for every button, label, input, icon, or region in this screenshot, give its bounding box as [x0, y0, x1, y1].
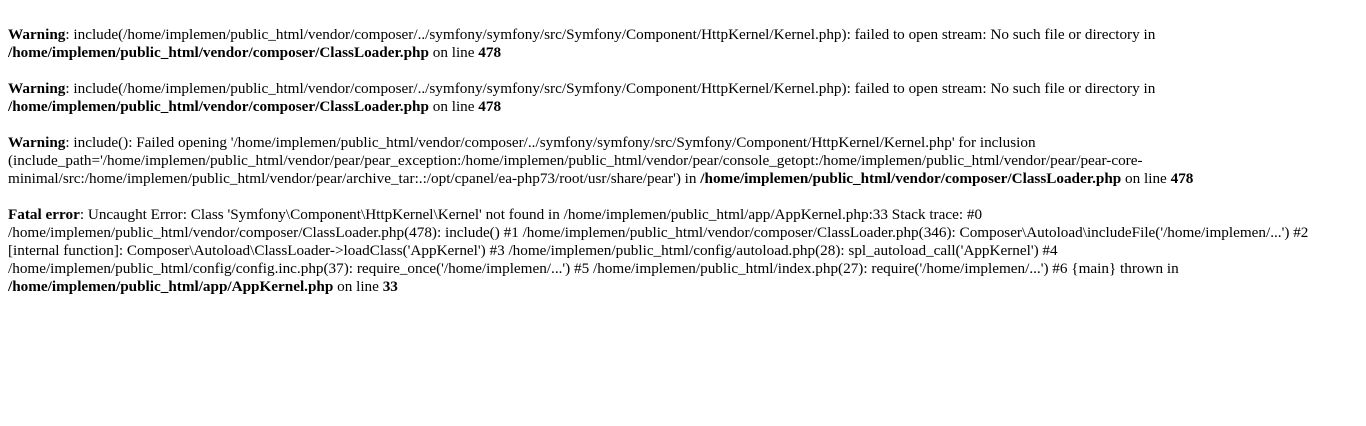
- warning-message-1: [8, 26, 1358, 62]
- message-file: /home/implemen/public_html/vendor/composer/ClassLoader.php: [8, 44, 429, 61]
- message-text: : Uncaught Error: Class 'Symfony\Component\HttpKernel\Kernel' not found in /home/implemen/public_html/app/AppKernel.php:33 Stack trace: #0 /home/implemen/public_html/vendor/composer/ClassLoader.php(478): include() #1 /home/implemen/public_html/vendor/composer/ClassLoader.php(346): Composer\Autoload\includeFile('/home/implemen/...') #2 [internal function]: Composer\Autoload\ClassLoader->loadClass('AppKernel') #3 /home/implemen/public_html/config/autoload.php(28): spl_autoload_call('AppKernel') #4 /home/implemen/public_html/config/config.inc.php(37): require_once('/home/implemen/...') #5 /home/implemen/public_html/index.php(27): require('/home/implemen/...') #6 {main} thrown in: [8, 206, 1309, 277]
- fatal-error-message: [8, 206, 1358, 296]
- message-line-number: 478: [1170, 170, 1194, 187]
- message-line-number: 478: [478, 98, 502, 115]
- message-label: Fatal error: [8, 206, 80, 223]
- message-label: Warning: [8, 80, 66, 97]
- message-label: Warning: [8, 134, 66, 151]
- message-line-number: 33: [382, 278, 398, 295]
- message-on-line: on line: [1121, 170, 1171, 187]
- message-file: /home/implemen/public_html/vendor/composer/ClassLoader.php: [8, 98, 429, 115]
- message-text: : include(): Failed opening '/home/implemen/public_html/vendor/composer/../symfony/symfony/src/Symfony/Component/HttpKernel/Kernel.php' for inclusion (include_path='/home/implemen/public_html/vendor/pear/pear_exception:/home/implemen/public_html/vendor/pear/console_getopt:/home/implemen/public_html/vendor/pear/pear-core-minimal/src:/home/implemen/public_html/vendor/pear/archive_tar:.:/opt/cpanel/ea-php73/root/usr/share/pear') in: [8, 134, 1143, 187]
- warning-message-2: [8, 80, 1358, 116]
- message-text: : include(/home/implemen/public_html/vendor/composer/../symfony/symfony/src/Symfony/Component/HttpKernel/Kernel.php): failed to open stream: No such file or directory in: [65, 26, 1156, 43]
- message-on-line: on line: [333, 278, 383, 295]
- message-on-line: on line: [428, 44, 479, 61]
- message-file: /home/implemen/public_html/vendor/composer/ClassLoader.php: [700, 170, 1122, 187]
- message-file: /home/implemen/public_html/app/AppKernel.php: [8, 278, 334, 295]
- message-line-number: 478: [478, 44, 502, 61]
- message-on-line: on line: [428, 98, 479, 115]
- warning-message-3: [8, 134, 1358, 188]
- message-label: Warning: [8, 26, 66, 43]
- message-text: : include(/home/implemen/public_html/vendor/composer/../symfony/symfony/src/Symfony/Component/HttpKernel/Kernel.php): failed to open stream: No such file or directory in: [65, 80, 1156, 97]
- leading-line-break: [8, 8, 1358, 26]
